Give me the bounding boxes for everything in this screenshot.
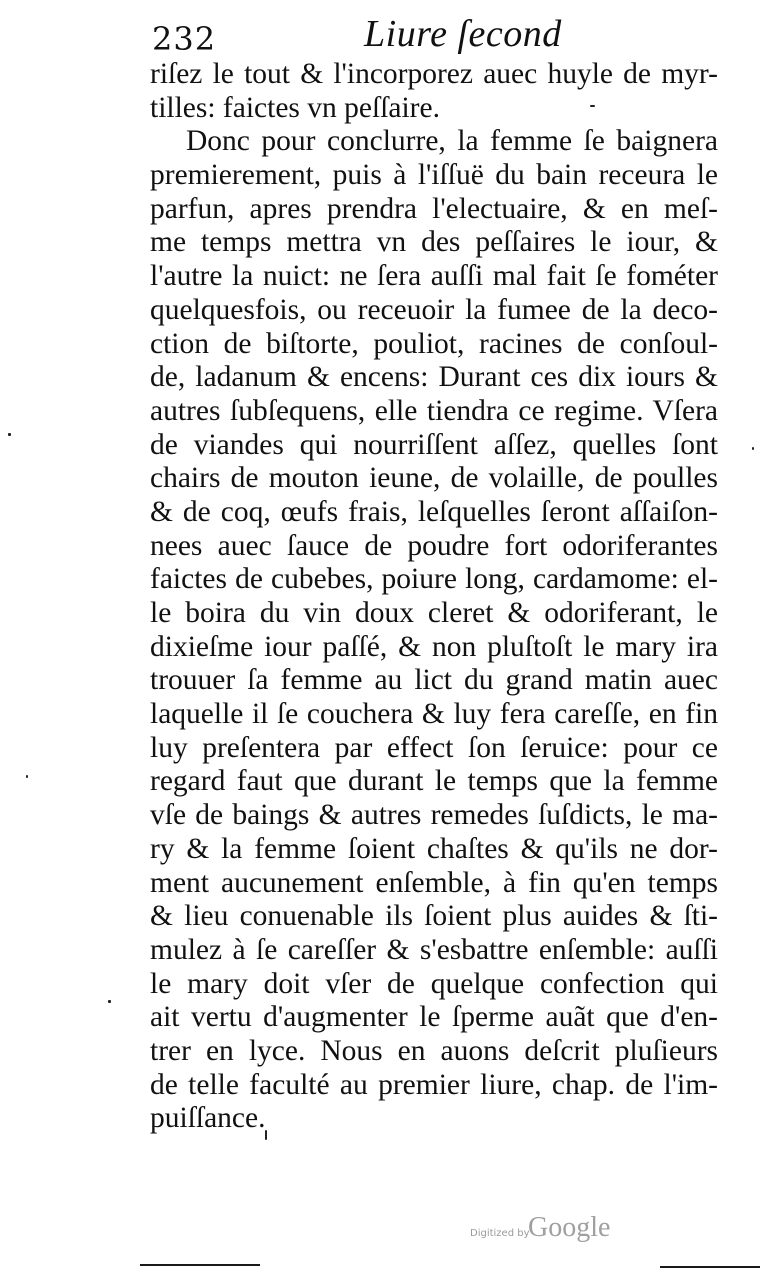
text-line: & lieu conuenable ils ſoient plus auides & ſti- <box>150 900 718 933</box>
text-line: l'autre la nuict: ne ſera auſſi mal fait ſe fométer <box>150 260 718 293</box>
text-line: faictes de cubebes, poiure long, cardamome: el- <box>150 563 718 596</box>
scan-speck <box>26 775 28 778</box>
text-line: & de coq, œufs frais, leſquelles ſeront aſſaiſon- <box>150 495 718 528</box>
text-line: trouuer ſa femme au lict du grand matin auec <box>150 664 718 697</box>
text-line: ction de biſtorte, pouliot, racines de conſoul- <box>150 327 718 360</box>
bottom-edge-line <box>140 1264 260 1266</box>
scan-speck <box>8 433 11 436</box>
text-line: premierement, puis à l'iſſuë du bain receura le <box>150 159 718 192</box>
text-line: mulez à ſe careſſer & s'esbattre enſemble: auſſi <box>150 933 718 966</box>
page-header <box>152 12 712 60</box>
text-line: ait vertu d'augmenter le ſperme auãt que d'en- <box>150 1001 718 1034</box>
scan-speck <box>590 105 595 107</box>
text-line: le mary doit vſer de quelque confection qui <box>150 967 718 1000</box>
text-line: ry & la femme ſoient chaſtes & qu'ils ne dor- <box>150 832 718 865</box>
text-line: riſez le tout & l'incorporez auec huyle de myr- <box>150 58 718 90</box>
text-line: luy preſentera par effect ſon ſeruice: pour ce <box>150 731 718 764</box>
bottom-edge-line <box>660 1266 760 1268</box>
google-logo-text: Google <box>528 1212 611 1243</box>
page-number: 232 <box>152 20 217 58</box>
text-line: puiſſance. <box>150 1102 266 1135</box>
text-line: chairs de mouton ieune, de volaille, de poulles <box>150 462 718 495</box>
text-line: le boira du vin doux cleret & odoriferant, le <box>150 597 718 629</box>
text-line: de telle faculté au premier liure, chap. de l'im- <box>150 1068 718 1101</box>
digitized-by-label: Digitized by <box>470 1228 530 1239</box>
text-line: Donc pour conclurre, la femme ſe baignera <box>186 125 718 158</box>
text-line: ment aucunement enſemble, à fin qu'en temps <box>150 866 718 899</box>
scan-speck <box>265 1130 267 1140</box>
text-line: de viandes qui nourriſſent aſſez, quelles ſont <box>150 428 718 461</box>
running-head: Liure ſecond <box>364 13 562 55</box>
google-watermark <box>470 1212 620 1246</box>
scan-speck <box>108 1000 111 1003</box>
text-line: me temps mettra vn des peſſaires le iour, & <box>150 226 718 259</box>
text-line: trer en lyce. Nous en auons deſcrit pluſieurs <box>150 1034 718 1067</box>
text-line: dixieſme iour paſſé, & non pluſtoſt le mary ira <box>150 630 718 663</box>
text-line: de, ladanum & encens: Durant ces dix iours & <box>150 361 718 394</box>
text-line: autres ſubſequens, elle tiendra ce regime. Vſera <box>150 394 718 427</box>
text-line: regard faut que durant le temps que la femme <box>150 765 718 798</box>
text-line: quelquesfois, ou receuoir la fumee de la deco- <box>150 293 718 326</box>
scan-speck <box>752 447 754 450</box>
text-line: tilles: faictes vn peſſaire. <box>150 91 440 124</box>
text-line: nees auec ſauce de poudre fort odoriferantes <box>150 529 718 562</box>
text-line: laquelle il ſe couchera & luy fera careſſe, en fin <box>150 698 718 731</box>
body-text <box>150 58 718 1136</box>
text-line: vſe de baings & autres remedes ſuſdicts, le ma- <box>150 799 718 832</box>
text-line: parfun, apres prendra l'electuaire, & en meſ- <box>150 192 718 225</box>
